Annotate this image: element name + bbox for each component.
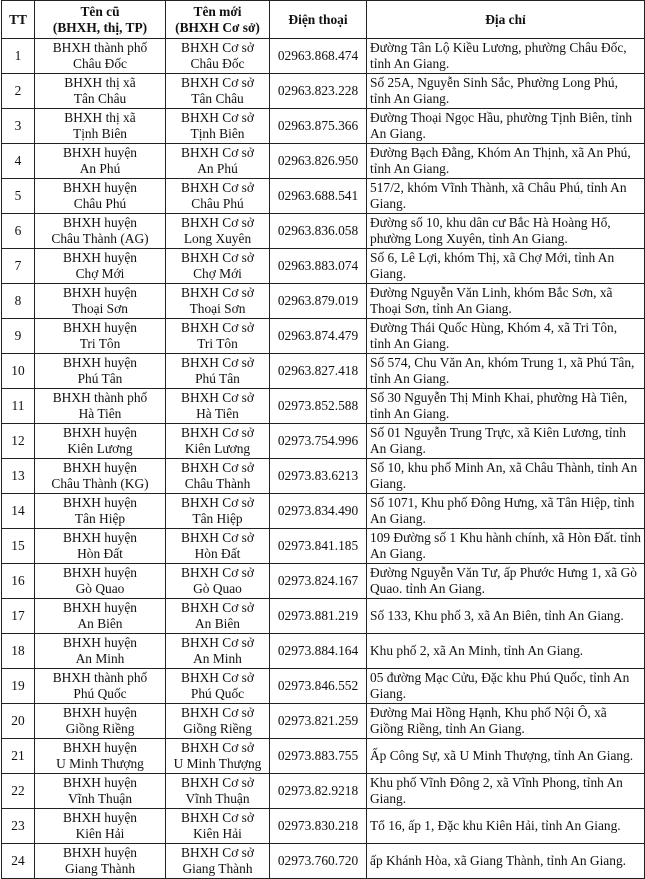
table-row <box>2 284 645 319</box>
old-name-line2: An Minh <box>75 651 125 666</box>
table-row <box>2 74 645 109</box>
new-name-cell <box>166 844 270 879</box>
phone-cell: 02963.823.228 <box>270 74 367 109</box>
phone-cell: 02973.884.164 <box>270 634 367 669</box>
header-address: Địa chỉ <box>367 1 645 39</box>
row-number: 1 <box>2 39 35 74</box>
new-name-line2: Vĩnh Thuận <box>185 791 250 806</box>
row-number: 19 <box>2 669 35 704</box>
row-number: 10 <box>2 354 35 389</box>
address-cell: Đường Thoại Ngọc Hầu, phường Tịnh Biên, tỉnh An Giang. <box>367 109 645 144</box>
new-name-cell <box>166 564 270 599</box>
old-name-cell <box>35 634 166 669</box>
old-name-line2: U Minh Thượng <box>56 756 144 771</box>
address-cell: Khu phố Vĩnh Đông 2, xã Vĩnh Phong, tỉnh An Giang. <box>367 774 645 809</box>
new-name-line1: BHXH Cơ sở <box>181 390 254 405</box>
table-row <box>2 389 645 424</box>
new-name-line1: BHXH Cơ sở <box>181 845 254 860</box>
new-name-line1: BHXH Cơ sở <box>181 740 254 755</box>
new-name-cell <box>166 74 270 109</box>
new-name-line1: BHXH Cơ sở <box>181 75 254 90</box>
table-row <box>2 599 645 634</box>
old-name-line1: BHXH huyện <box>62 285 137 300</box>
address-cell: 517/2, khóm Vĩnh Thành, xã Châu Phú, tỉnh An Giang. <box>367 179 645 214</box>
address-cell: Số 25A, Nguyễn Sinh Sắc, Phường Long Phú, tỉnh An Giang. <box>367 74 645 109</box>
new-name-cell <box>166 354 270 389</box>
row-number: 2 <box>2 74 35 109</box>
new-name-line1: BHXH Cơ sở <box>181 355 254 370</box>
new-name-cell <box>166 284 270 319</box>
old-name-line1: BHXH huyện <box>62 810 137 825</box>
old-name-cell <box>35 494 166 529</box>
phone-cell: 02963.688.541 <box>270 179 367 214</box>
old-name-line1: BHXH huyện <box>62 705 137 720</box>
new-name-cell <box>166 634 270 669</box>
old-name-cell <box>35 529 166 564</box>
header-new-name <box>166 1 270 39</box>
phone-cell: 02963.827.418 <box>270 354 367 389</box>
new-name-line1: BHXH Cơ sở <box>181 285 254 300</box>
new-name-line2: Phú Quốc <box>190 686 245 701</box>
new-name-line1: BHXH Cơ sở <box>181 180 254 195</box>
row-number: 3 <box>2 109 35 144</box>
table-row <box>2 844 645 879</box>
old-name-cell <box>35 389 166 424</box>
old-name-line1: BHXH thị xã <box>64 75 136 90</box>
old-name-line2: Phú Tân <box>77 371 123 386</box>
new-name-line1: BHXH Cơ sở <box>181 775 254 790</box>
new-name-line2: An Minh <box>193 651 242 666</box>
phone-cell: 02973.852.588 <box>270 389 367 424</box>
new-name-cell <box>166 599 270 634</box>
row-number: 12 <box>2 424 35 459</box>
address-cell: ấp Khánh Hòa, xã Giang Thành, tỉnh An Giang. <box>367 844 645 879</box>
header-old-name-line2: (BHXH, thị, TP) <box>52 19 148 35</box>
table-row <box>2 424 645 459</box>
row-number: 14 <box>2 494 35 529</box>
new-name-cell <box>166 389 270 424</box>
new-name-line2: Giang Thành <box>182 861 253 876</box>
table-row <box>2 774 645 809</box>
new-name-cell <box>166 529 270 564</box>
table-row <box>2 739 645 774</box>
row-number: 22 <box>2 774 35 809</box>
address-cell: Đường Tân Lộ Kiều Lương, phường Châu Đốc, tỉnh An Giang. <box>367 39 645 74</box>
old-name-line1: BHXH huyện <box>62 565 137 580</box>
new-name-line1: BHXH Cơ sở <box>181 110 254 125</box>
old-name-cell <box>35 109 166 144</box>
new-name-cell <box>166 319 270 354</box>
row-number: 24 <box>2 844 35 879</box>
new-name-cell <box>166 459 270 494</box>
old-name-line1: BHXH huyện <box>62 215 137 230</box>
table-row <box>2 144 645 179</box>
new-name-line1: BHXH Cơ sở <box>181 565 254 580</box>
old-name-line2: An Biên <box>77 616 123 631</box>
address-cell: Đường Nguyễn Văn Tư, ấp Phước Hưng 1, xã Gò Quao. tỉnh An Giang. <box>367 564 645 599</box>
old-name-line1: BHXH huyện <box>62 740 137 755</box>
new-name-cell <box>166 704 270 739</box>
old-name-line1: BHXH huyện <box>62 775 137 790</box>
new-name-line1: BHXH Cơ sở <box>181 320 254 335</box>
phone-cell: 02973.834.490 <box>270 494 367 529</box>
old-name-line2: Châu Đốc <box>73 56 127 71</box>
new-name-line2: Long Xuyên <box>183 231 252 246</box>
old-name-line1: BHXH huyện <box>62 320 137 335</box>
phone-cell: 02963.874.479 <box>270 319 367 354</box>
old-name-cell <box>35 704 166 739</box>
new-name-line1: BHXH Cơ sở <box>181 810 254 825</box>
address-cell: Số 10, khu phố Minh An, xã Châu Thành, tỉnh An Giang. <box>367 459 645 494</box>
old-name-line1: BHXH huyện <box>62 355 137 370</box>
phone-cell: 02963.883.074 <box>270 249 367 284</box>
old-name-line1: BHXH thành phố <box>52 40 148 55</box>
new-name-line2: An Biên <box>194 616 240 631</box>
address-cell: Đường Bạch Đằng, Khóm An Thịnh, xã An Phú, tỉnh An Giang. <box>367 144 645 179</box>
old-name-line1: BHXH huyện <box>62 600 137 615</box>
phone-cell: 02973.883.755 <box>270 739 367 774</box>
new-name-line2: Tịnh Biên <box>190 126 245 141</box>
address-cell: Tổ 16, ấp 1, Đặc khu Kiên Hải, tỉnh An Giang. <box>367 809 645 844</box>
old-name-line2: Châu Thành (KG) <box>51 476 149 491</box>
new-name-line1: BHXH Cơ sở <box>181 460 254 475</box>
header-tt: TT <box>2 1 35 39</box>
row-number: 23 <box>2 809 35 844</box>
old-name-line2: Hòn Đất <box>77 546 123 561</box>
header-old-name <box>35 1 166 39</box>
old-name-line2: Vĩnh Thuận <box>67 791 133 806</box>
old-name-line2: Châu Phú <box>73 196 127 211</box>
table-row <box>2 319 645 354</box>
old-name-cell <box>35 739 166 774</box>
old-name-line2: Châu Thành (AG) <box>51 231 149 246</box>
old-name-cell <box>35 844 166 879</box>
new-name-line1: BHXH Cơ sở <box>181 670 254 685</box>
old-name-cell <box>35 564 166 599</box>
table-row <box>2 494 645 529</box>
new-name-line2: Thoại Sơn <box>189 301 246 316</box>
old-name-line2: Chợ Mới <box>75 266 125 281</box>
table-row <box>2 179 645 214</box>
old-name-line2: Giang Thành <box>64 861 136 876</box>
row-number: 16 <box>2 564 35 599</box>
new-name-cell <box>166 739 270 774</box>
table-row <box>2 109 645 144</box>
header-old-name-line1: Tên cũ <box>80 3 120 19</box>
office-directory-table <box>1 0 645 879</box>
new-name-line1: BHXH Cơ sở <box>181 215 254 230</box>
new-name-line2: Tân Hiệp <box>192 511 243 526</box>
new-name-line2: An Phú <box>197 161 238 176</box>
old-name-cell <box>35 179 166 214</box>
new-name-cell <box>166 809 270 844</box>
old-name-cell <box>35 599 166 634</box>
new-name-line2: Tân Châu <box>191 91 244 106</box>
new-name-line2: Châu Phú <box>191 196 244 211</box>
address-cell: Đường Thái Quốc Hùng, Khóm 4, xã Tri Tôn, tỉnh An Giang. <box>367 319 645 354</box>
new-name-cell <box>166 774 270 809</box>
table-row <box>2 669 645 704</box>
table-row <box>2 39 645 74</box>
new-name-line1: BHXH Cơ sở <box>181 495 254 510</box>
old-name-cell <box>35 424 166 459</box>
table-body <box>2 39 645 879</box>
address-cell: Số 6, Lê Lợi, khóm Thị, xã Chợ Mới, tỉnh An Giang. <box>367 249 645 284</box>
address-cell: Số 574, Chu Văn An, khóm Trung 1, xã Phú Tân, tỉnh An Giang. <box>367 354 645 389</box>
old-name-line2: Kiên Hải <box>75 826 125 841</box>
old-name-line2: Gò Quao <box>75 581 125 596</box>
address-cell: Đường số 10, khu dân cư Bắc Hà Hoàng Hổ, phường Long Xuyên, tỉnh An Giang. <box>367 214 645 249</box>
row-number: 5 <box>2 179 35 214</box>
address-cell: Đường Nguyễn Văn Linh, khóm Bắc Sơn, xã Thoại Sơn, tỉnh An Giang. <box>367 284 645 319</box>
phone-cell: 02973.754.996 <box>270 424 367 459</box>
old-name-line2: Giồng Riềng <box>65 721 135 736</box>
row-number: 15 <box>2 529 35 564</box>
row-number: 21 <box>2 739 35 774</box>
address-cell: Số 1071, Khu phố Đông Hưng, xã Tân Hiệp, tỉnh An Giang. <box>367 494 645 529</box>
phone-cell: 02973.881.219 <box>270 599 367 634</box>
new-name-line1: BHXH Cơ sở <box>181 530 254 545</box>
new-name-cell <box>166 669 270 704</box>
old-name-line1: BHXH huyện <box>62 145 137 160</box>
address-cell: Khu phố 2, xã An Minh, tỉnh An Giang. <box>367 634 645 669</box>
old-name-cell <box>35 669 166 704</box>
new-name-line2: Gò Quao <box>193 581 242 596</box>
row-number: 17 <box>2 599 35 634</box>
old-name-line1: BHXH huyện <box>62 180 137 195</box>
old-name-line1: BHXH huyện <box>62 635 137 650</box>
phone-cell: 02963.836.058 <box>270 214 367 249</box>
old-name-cell <box>35 249 166 284</box>
old-name-cell <box>35 774 166 809</box>
row-number: 11 <box>2 389 35 424</box>
new-name-line2: Kiên Hải <box>193 826 242 841</box>
old-name-cell <box>35 214 166 249</box>
new-name-cell <box>166 214 270 249</box>
new-name-line2: Giồng Riềng <box>183 721 252 736</box>
phone-cell: 02973.821.259 <box>270 704 367 739</box>
old-name-line2: Tịnh Biên <box>73 126 127 141</box>
old-name-line2: Kiên Lương <box>67 441 133 456</box>
address-cell: 109 Đường số 1 Khu hành chính, xã Hòn Đất. tỉnh An Giang. <box>367 529 645 564</box>
table-row <box>2 249 645 284</box>
new-name-line2: U Minh Thượng <box>173 756 262 771</box>
table-header <box>2 1 645 39</box>
phone-cell: 02973.846.552 <box>270 669 367 704</box>
new-name-cell <box>166 494 270 529</box>
table-row <box>2 704 645 739</box>
old-name-cell <box>35 39 166 74</box>
old-name-line2: Hà Tiên <box>78 406 122 421</box>
old-name-line1: BHXH thành phố <box>52 670 148 685</box>
old-name-line2: Phú Quốc <box>73 686 127 701</box>
phone-cell: 02963.868.474 <box>270 39 367 74</box>
new-name-line2: Tri Tôn <box>197 336 238 351</box>
table-row <box>2 809 645 844</box>
phone-cell: 02963.826.950 <box>270 144 367 179</box>
address-cell: 05 đường Mạc Cửu, Đặc khu Phú Quốc, tỉnh An Giang. <box>367 669 645 704</box>
table-row <box>2 214 645 249</box>
table-row <box>2 529 645 564</box>
phone-cell: 02963.879.019 <box>270 284 367 319</box>
old-name-line1: BHXH huyện <box>62 845 137 860</box>
old-name-cell <box>35 319 166 354</box>
old-name-line2: Tân Hiệp <box>74 511 126 526</box>
address-cell: Số 01 Nguyễn Trung Trực, xã Kiên Lương, tỉnh An Giang. <box>367 424 645 459</box>
new-name-cell <box>166 144 270 179</box>
row-number: 4 <box>2 144 35 179</box>
new-name-line2: Hà Tiên <box>196 406 239 421</box>
new-name-cell <box>166 109 270 144</box>
new-name-cell <box>166 179 270 214</box>
phone-cell: 02973.83.6213 <box>270 459 367 494</box>
old-name-cell <box>35 459 166 494</box>
row-number: 9 <box>2 319 35 354</box>
new-name-line1: BHXH Cơ sở <box>181 705 254 720</box>
table-row <box>2 354 645 389</box>
row-number: 6 <box>2 214 35 249</box>
old-name-line1: BHXH huyện <box>62 530 137 545</box>
old-name-line2: Tân Châu <box>73 91 127 106</box>
new-name-line2: Kiên Lương <box>184 441 251 456</box>
old-name-cell <box>35 284 166 319</box>
phone-cell: 02973.830.218 <box>270 809 367 844</box>
new-name-line1: BHXH Cơ sở <box>181 425 254 440</box>
old-name-line1: BHXH thị xã <box>64 110 136 125</box>
address-cell: Số 133, Khu phố 3, xã An Biên, tỉnh An Giang. <box>367 599 645 634</box>
row-number: 7 <box>2 249 35 284</box>
old-name-line2: Thoại Sơn <box>72 301 128 316</box>
old-name-line2: An Phú <box>79 161 121 176</box>
header-phone: Điện thoại <box>270 1 367 39</box>
row-number: 13 <box>2 459 35 494</box>
old-name-cell <box>35 809 166 844</box>
phone-cell: 02973.824.167 <box>270 564 367 599</box>
old-name-cell <box>35 144 166 179</box>
old-name-cell <box>35 354 166 389</box>
phone-cell: 02963.875.366 <box>270 109 367 144</box>
row-number: 20 <box>2 704 35 739</box>
phone-cell: 02973.82.9218 <box>270 774 367 809</box>
row-number: 18 <box>2 634 35 669</box>
header-new-name-line2: (BHXH Cơ sở) <box>175 19 260 35</box>
new-name-line1: BHXH Cơ sở <box>181 250 254 265</box>
new-name-line2: Phú Tân <box>195 371 240 386</box>
new-name-cell <box>166 39 270 74</box>
new-name-cell <box>166 424 270 459</box>
old-name-line1: BHXH thành phố <box>52 390 148 405</box>
new-name-cell <box>166 249 270 284</box>
new-name-line2: Chợ Mới <box>193 266 242 281</box>
address-cell: Đường Mai Hồng Hạnh, Khu phố Nội Ô, xã Giồng Riềng, tỉnh An Giang. <box>367 704 645 739</box>
address-cell: Ấp Công Sự, xã U Minh Thượng, tỉnh An Giang. <box>367 739 645 774</box>
old-name-line1: BHXH huyện <box>62 495 137 510</box>
phone-cell: 02973.760.720 <box>270 844 367 879</box>
old-name-line1: BHXH huyện <box>62 250 137 265</box>
phone-cell: 02973.841.185 <box>270 529 367 564</box>
header-new-name-line1: Tên mới <box>193 3 242 19</box>
row-number: 8 <box>2 284 35 319</box>
table-row <box>2 634 645 669</box>
old-name-cell <box>35 74 166 109</box>
address-cell: Số 30 Nguyễn Thị Minh Khai, phường Hà Tiên, tỉnh An Giang. <box>367 389 645 424</box>
old-name-line1: BHXH huyện <box>62 460 137 475</box>
new-name-line1: BHXH Cơ sở <box>181 40 254 55</box>
new-name-line1: BHXH Cơ sở <box>181 635 254 650</box>
new-name-line1: BHXH Cơ sở <box>181 600 254 615</box>
old-name-line1: BHXH huyện <box>62 425 137 440</box>
new-name-line2: Châu Thành <box>184 476 251 491</box>
table-row <box>2 459 645 494</box>
old-name-line2: Tri Tôn <box>79 336 121 351</box>
new-name-line1: BHXH Cơ sở <box>181 145 254 160</box>
new-name-line2: Hòn Đất <box>194 546 241 561</box>
table-row <box>2 564 645 599</box>
header-row <box>2 1 645 39</box>
new-name-line2: Châu Đốc <box>190 56 245 71</box>
